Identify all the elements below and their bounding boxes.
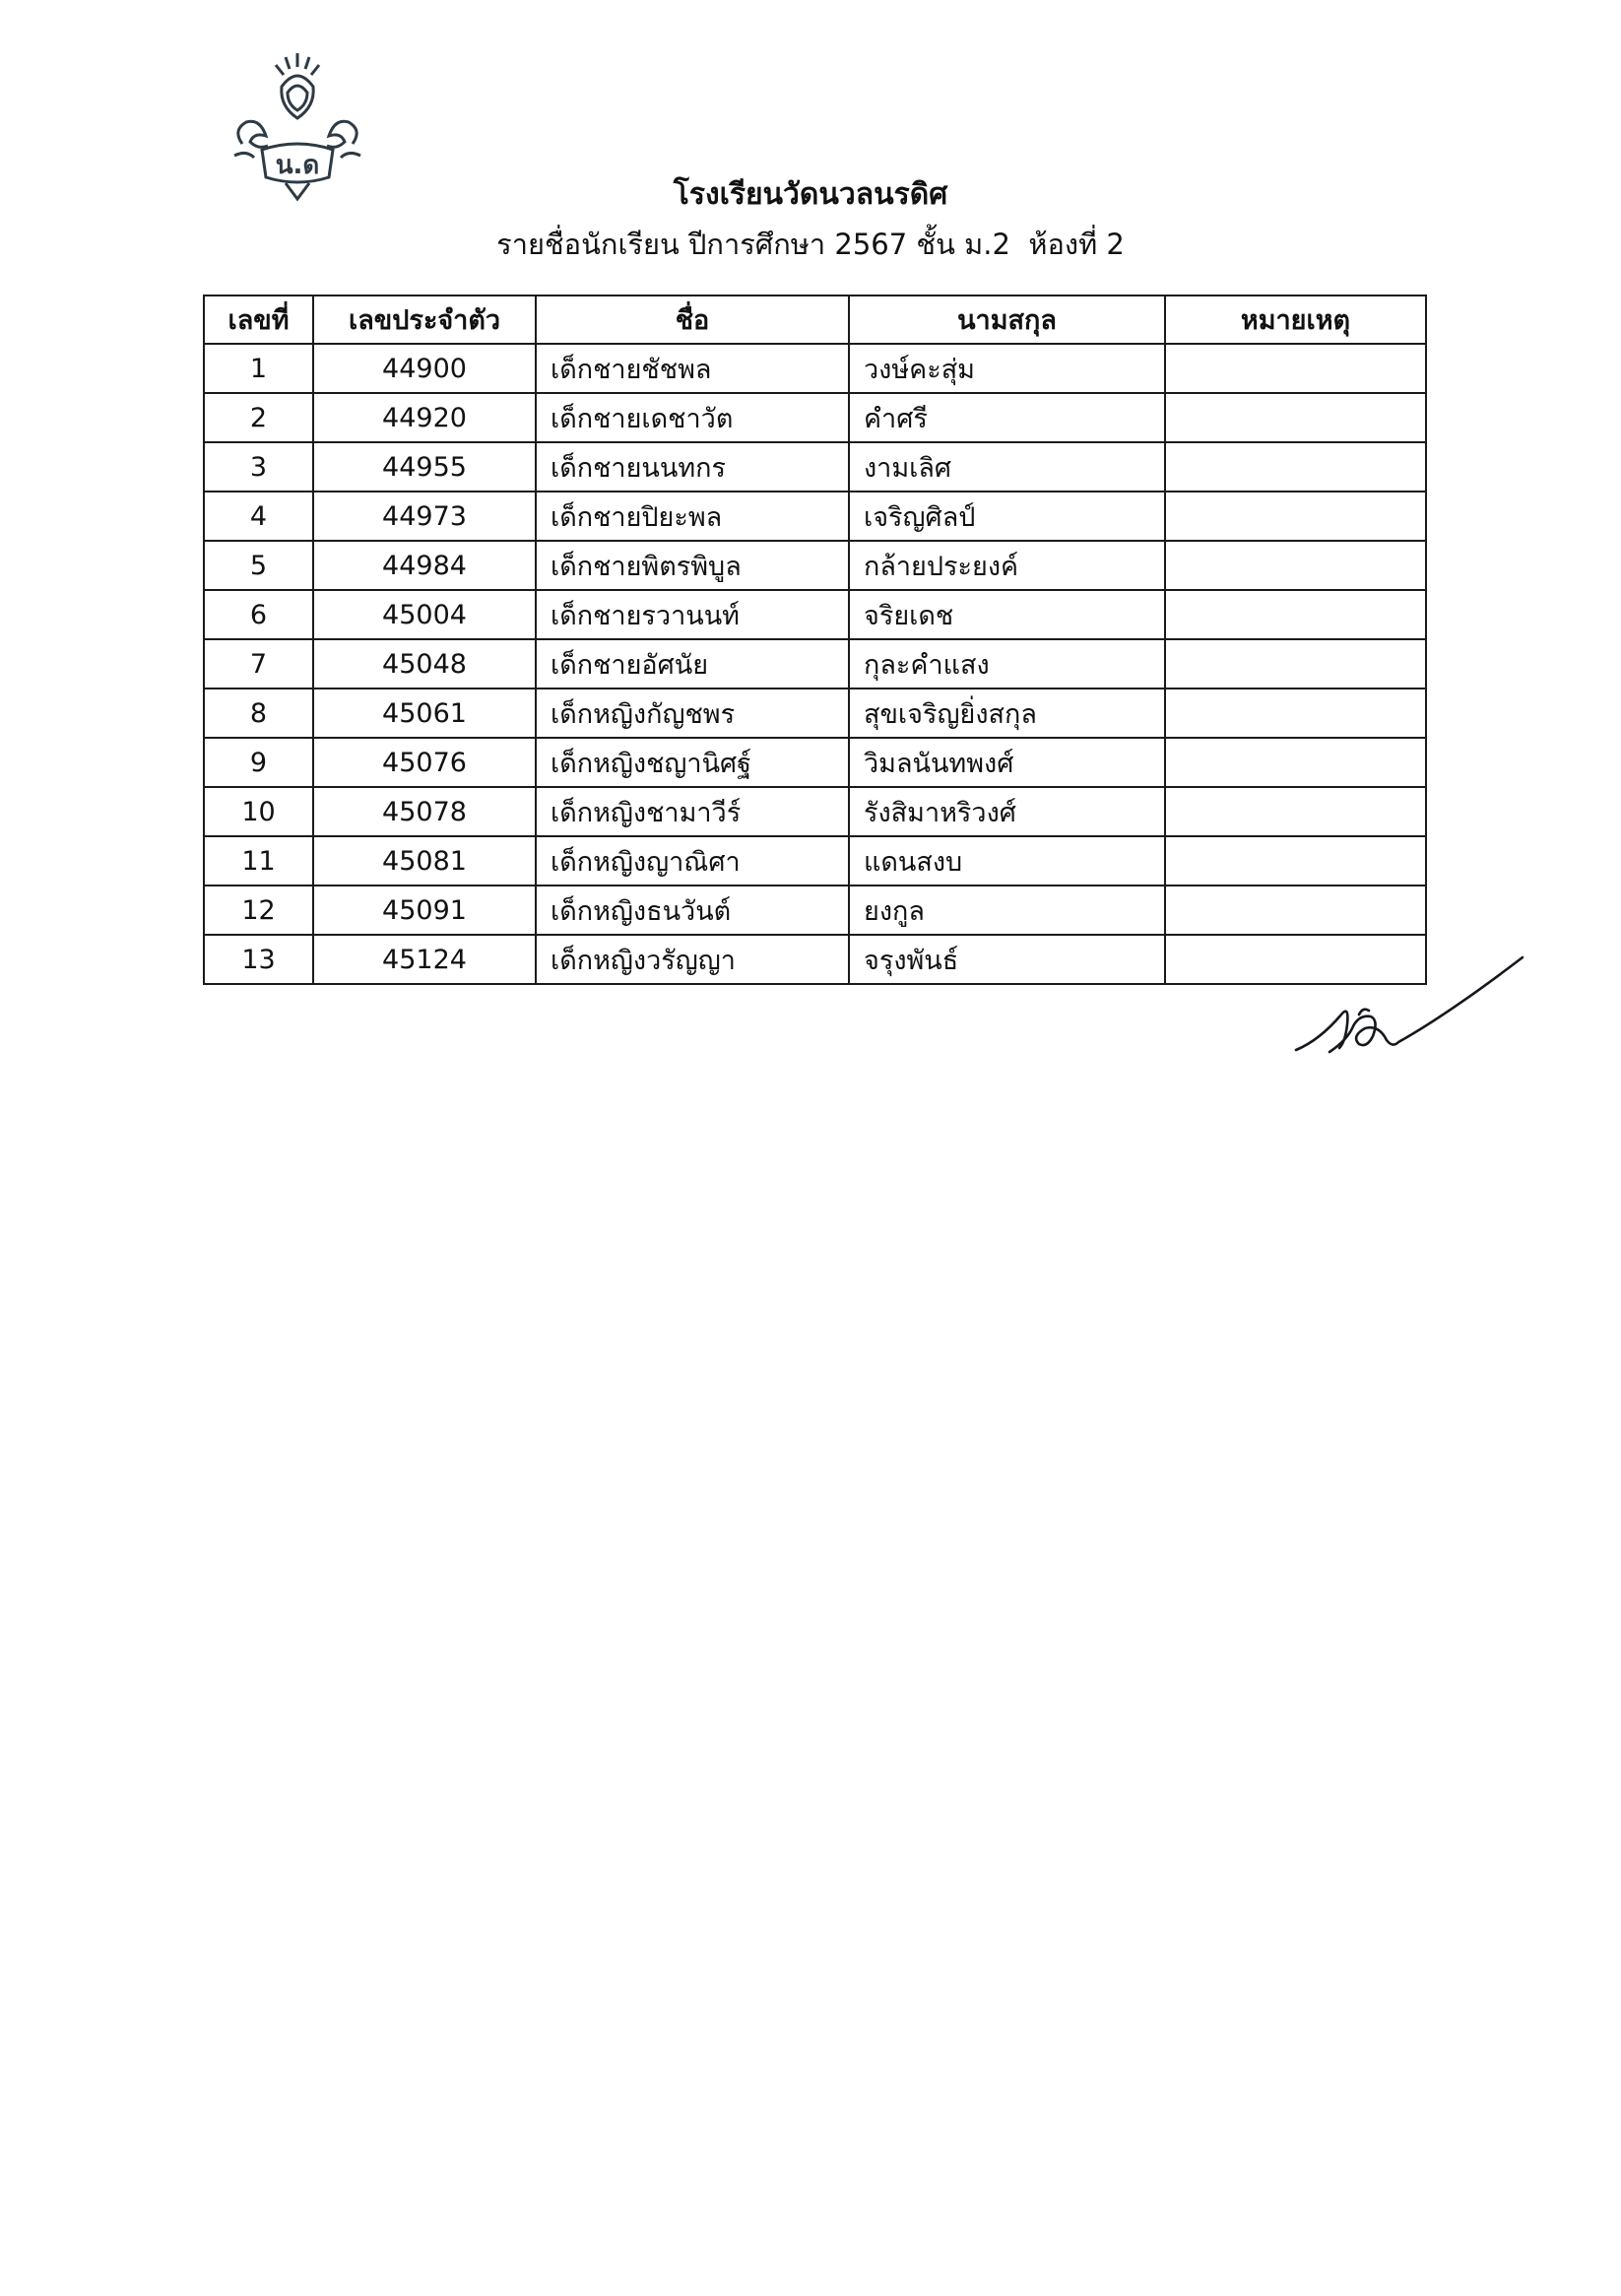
table-row <box>204 935 1426 984</box>
cell-remarks <box>1165 393 1426 442</box>
cell-row-number: 7 <box>204 639 313 689</box>
cell-surname: วิมลนันทพงศ์ <box>849 738 1165 787</box>
cell-student-id: 45076 <box>313 738 536 787</box>
cell-student-id: 44900 <box>313 344 536 393</box>
cell-row-number: 10 <box>204 787 313 836</box>
table-row <box>204 492 1426 541</box>
cell-first-name: เด็กชายเดชาวัต <box>536 393 849 442</box>
cell-student-id: 44955 <box>313 442 536 492</box>
cell-surname: แดนสงบ <box>849 836 1165 886</box>
handwritten-signature-icon <box>1290 946 1536 1064</box>
table-row <box>204 590 1426 639</box>
cell-surname: กุละคำแสง <box>849 639 1165 689</box>
cell-surname: คำศรี <box>849 393 1165 442</box>
cell-first-name: เด็กหญิงชญานิศฐ์ <box>536 738 849 787</box>
cell-row-number: 12 <box>204 886 313 935</box>
cell-student-id: 44920 <box>313 393 536 442</box>
cell-remarks <box>1165 541 1426 590</box>
cell-first-name: เด็กชายปิยะพล <box>536 492 849 541</box>
table-row <box>204 442 1426 492</box>
cell-student-id: 44984 <box>313 541 536 590</box>
cell-row-number: 5 <box>204 541 313 590</box>
cell-student-id: 45004 <box>313 590 536 639</box>
table-row <box>204 836 1426 886</box>
cell-row-number: 8 <box>204 689 313 738</box>
cell-remarks <box>1165 492 1426 541</box>
cell-first-name: เด็กชายอัศนัย <box>536 639 849 689</box>
cell-row-number: 2 <box>204 393 313 442</box>
signature <box>1290 946 1536 1064</box>
cell-row-number: 9 <box>204 738 313 787</box>
cell-first-name: เด็กหญิงธนวันต์ <box>536 886 849 935</box>
cell-remarks <box>1165 836 1426 886</box>
cell-first-name: เด็กหญิงวรัญญา <box>536 935 849 984</box>
cell-row-number: 6 <box>204 590 313 639</box>
cell-remarks <box>1165 344 1426 393</box>
table-row <box>204 344 1426 393</box>
table-row <box>204 639 1426 689</box>
cell-surname: จริยเดช <box>849 590 1165 639</box>
cell-first-name: เด็กหญิงกัญชพร <box>536 689 849 738</box>
cell-remarks <box>1165 787 1426 836</box>
cell-remarks <box>1165 442 1426 492</box>
cell-surname: สุขเจริญยิ่งสกุล <box>849 689 1165 738</box>
cell-student-id: 45061 <box>313 689 536 738</box>
school-name: โรงเรียนวัดนวลนรดิศ <box>673 177 948 212</box>
table-header-row <box>204 295 1426 344</box>
document-subtitle <box>0 225 1621 264</box>
column-header-student-id: เลขประจำตัว <box>313 295 536 344</box>
cell-remarks <box>1165 689 1426 738</box>
cell-remarks <box>1165 886 1426 935</box>
column-header-first-name: ชื่อ <box>536 295 849 344</box>
cell-row-number: 1 <box>204 344 313 393</box>
table-row <box>204 738 1426 787</box>
cell-first-name: เด็กชายนนทกร <box>536 442 849 492</box>
cell-first-name: เด็กชายรวานนท์ <box>536 590 849 639</box>
cell-student-id: 45081 <box>313 836 536 886</box>
cell-remarks <box>1165 639 1426 689</box>
table-row <box>204 886 1426 935</box>
cell-first-name: เด็กชายชัชพล <box>536 344 849 393</box>
column-header-remarks: หมายเหตุ <box>1165 295 1426 344</box>
student-roster-table <box>203 295 1427 985</box>
table-row <box>204 393 1426 442</box>
table-row <box>204 689 1426 738</box>
logo-lettering: น.ด <box>275 151 320 180</box>
cell-surname: กล้ายประยงค์ <box>849 541 1165 590</box>
cell-row-number: 3 <box>204 442 313 492</box>
cell-surname: วงษ์คะสุ่ม <box>849 344 1165 393</box>
cell-student-id: 44973 <box>313 492 536 541</box>
cell-surname: งามเลิศ <box>849 442 1165 492</box>
cell-row-number: 4 <box>204 492 313 541</box>
cell-student-id: 45048 <box>313 639 536 689</box>
cell-student-id: 45124 <box>313 935 536 984</box>
cell-surname: รังสิมาหริวงศ์ <box>849 787 1165 836</box>
table-row <box>204 541 1426 590</box>
cell-first-name: เด็กหญิงญาณิศา <box>536 836 849 886</box>
cell-surname: ยงกูล <box>849 886 1165 935</box>
cell-surname: เจริญศิลป์ <box>849 492 1165 541</box>
cell-first-name: เด็กชายพิตรพิบูล <box>536 541 849 590</box>
cell-remarks <box>1165 590 1426 639</box>
table-row <box>204 787 1426 836</box>
cell-first-name: เด็กหญิงชามาวีร์ <box>536 787 849 836</box>
subtitle-main: รายชื่อนักเรียน ปีการศึกษา 2567 ชั้น ม.2 <box>496 228 1010 261</box>
subtitle-room: ห้องที่ 2 <box>1028 228 1125 261</box>
cell-student-id: 45078 <box>313 787 536 836</box>
cell-student-id: 45091 <box>313 886 536 935</box>
column-header-surname: นามสกุล <box>849 295 1165 344</box>
cell-surname: จรุงพันธ์ <box>849 935 1165 984</box>
cell-row-number: 13 <box>204 935 313 984</box>
cell-remarks <box>1165 738 1426 787</box>
column-header-number: เลขที่ <box>204 295 313 344</box>
cell-row-number: 11 <box>204 836 313 886</box>
